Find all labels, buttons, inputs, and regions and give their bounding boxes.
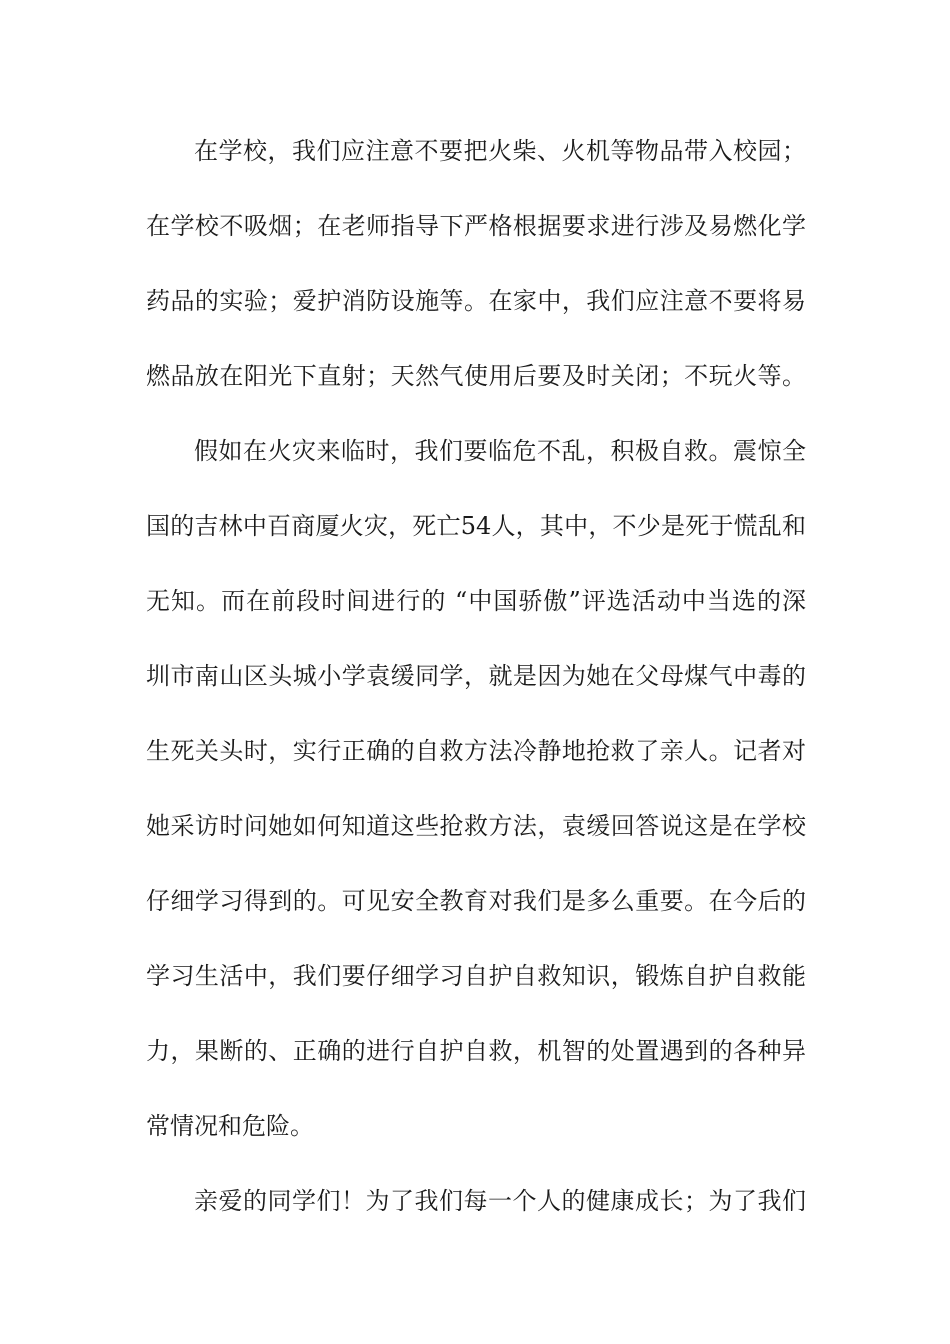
paragraph-line: 燃品放在阳光下直射；天然气使用后要及时关闭；不玩火等。 <box>146 362 806 390</box>
paragraph-line: 在学校不吸烟；在老师指导下严格根据要求进行涉及易燃化学 <box>146 212 806 240</box>
paragraph-line: 药品的实验；爱护消防设施等。在家中，我们应注意不要将易 <box>146 287 806 315</box>
paragraph-line: 圳市南山区头城小学袁缓同学，就是因为她在父母煤气中毒的 <box>146 662 806 690</box>
paragraph-line: 仔细学习得到的。可见安全教育对我们是多么重要。在今后的 <box>146 887 806 915</box>
paragraph-line: 在学校，我们应注意不要把火柴、火机等物品带入校园； <box>194 137 806 165</box>
paragraph-line: 假如在火灾来临时，我们要临危不乱，积极自救。震惊全 <box>194 437 806 465</box>
paragraph-line: 力，果断的、正确的进行自护自救，机智的处置遇到的各种异 <box>146 1037 806 1065</box>
paragraph-line: 学习生活中，我们要仔细学习自护自救知识，锻炼自护自救能 <box>146 962 806 990</box>
paragraph-line: 她采访时问她如何知道这些抢救方法，袁缓回答说这是在学校 <box>146 812 806 840</box>
paragraph-line: 常情况和危险。 <box>146 1112 314 1140</box>
paragraph-line: 无知。而在前段时间进行的 “中国骄傲”评选活动中当选的深 <box>146 587 806 615</box>
paragraph-line: 生死关头时，实行正确的自救方法冷静地抢救了亲人。记者对 <box>146 737 806 765</box>
paragraph-line: 亲爱的同学们！为了我们每一个人的健康成长；为了我们 <box>194 1187 806 1215</box>
paragraph-line: 国的吉林中百商厦火灾，死亡54人，其中，不少是死于慌乱和 <box>146 512 806 540</box>
